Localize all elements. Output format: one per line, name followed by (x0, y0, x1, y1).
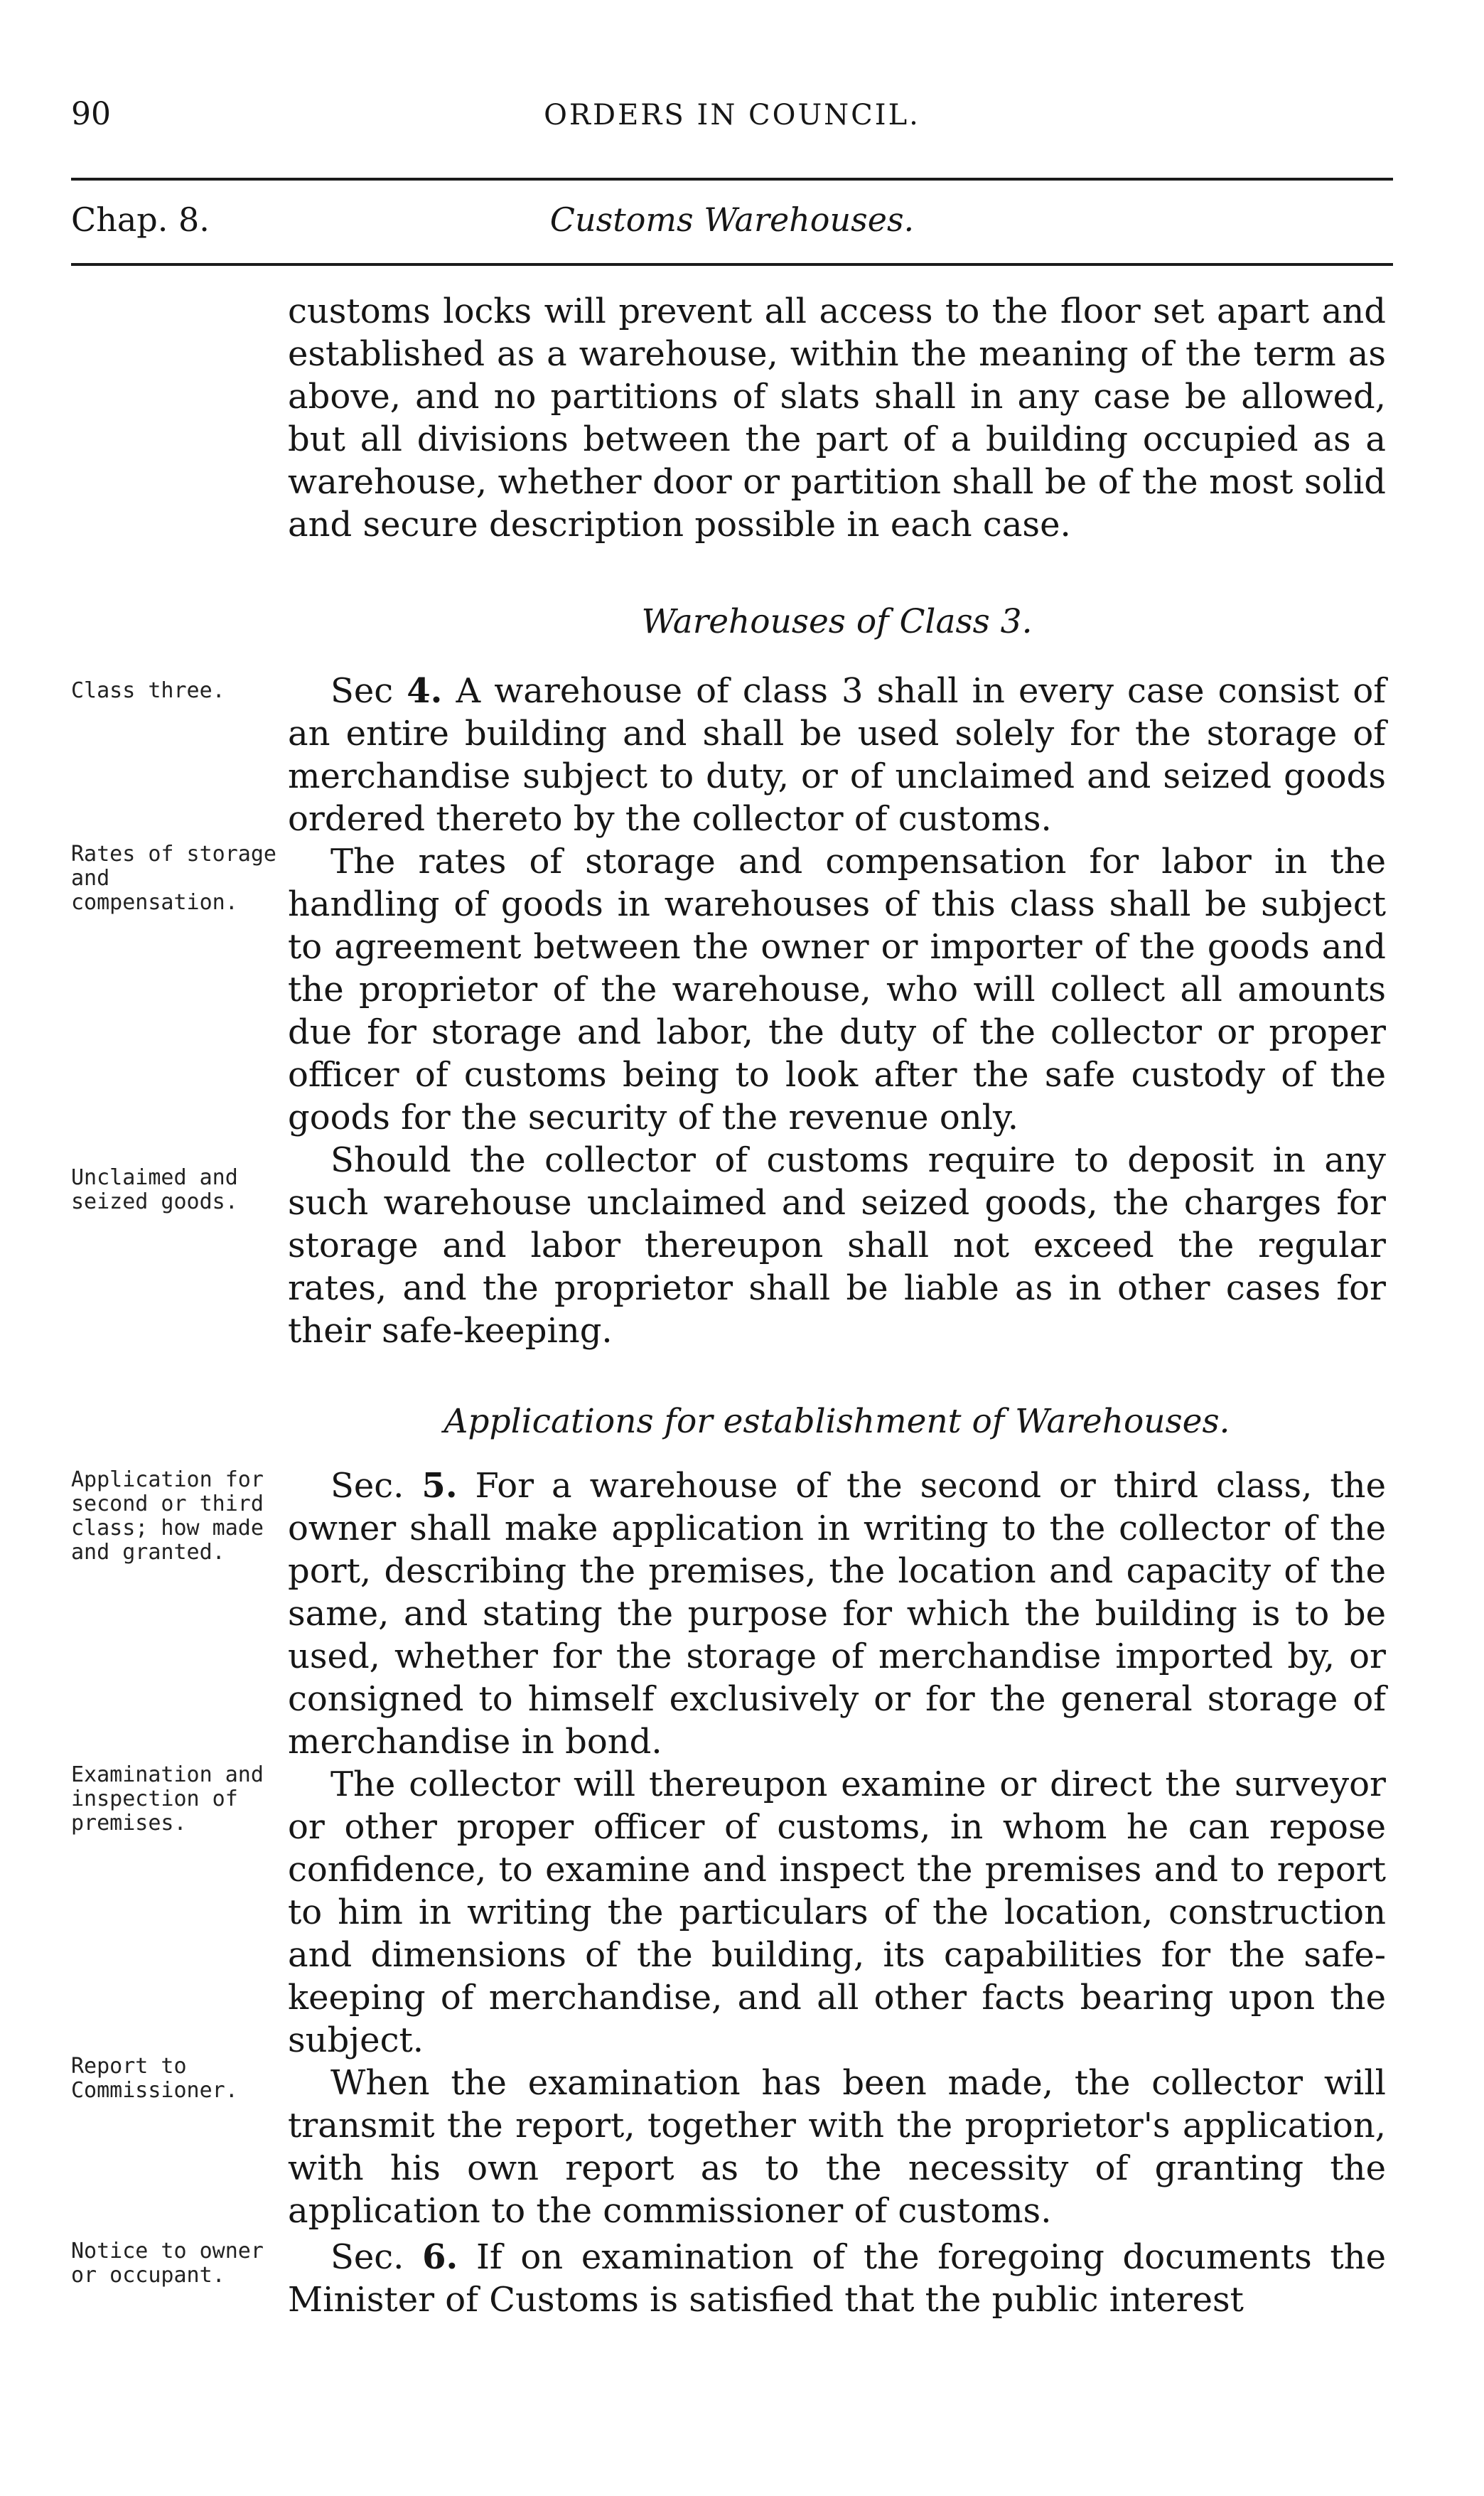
section-5-text: For a warehouse of the second or third class, the owner shall make application in writing to the collector of the port, describing the premises, the location and capacity of the same, and stating the purpose for which the building is to be used, whether for the storage of merchandise imported by, or consigned to himself exclusively or for the general storage of merchandise in bond. (288, 1466, 1387, 1762)
paragraph-continuation (288, 290, 1386, 546)
section-4-rates: The rates of storage and compensation for labor in the handling of goods in warehouses of this class shall be subject to agreement between the owner or importer of the goods and the proprietor of the warehouse, who will collect all amounts due for storage and labor, the duty of the collector or proper officer of customs being to look after the safe custody of the goods for the security of the revenue only. (288, 842, 1386, 1137)
section-6 (288, 2236, 1386, 2321)
header-rule-bottom (71, 263, 1393, 266)
margin-note-unclaimed: Unclaimed and seized goods. (71, 1165, 238, 1214)
subheading-class-3: Warehouses of Class 3. (641, 602, 1033, 641)
running-title: ORDERS IN COUNCIL. (544, 99, 920, 132)
section-5 (288, 1464, 1386, 2232)
paragraph-text: customs locks will prevent all access to the floor set apart and established as a warehouse, within the meaning of the term as above, and no partitions of slats shall in any case be allowed, but all divisions between the part of a building occupied as a warehouse, whether door or partition shall be of the most solid and secure description possible in each case. (288, 291, 1386, 545)
section-4-unclaimed: Should the collector of customs require to deposit in any such warehouse unclaimed and seized goods, the charges for storage and labor thereupon shall not exceed the regular rates, and the proprietor shall be liable as in other cases for their safe-keeping. (288, 1140, 1386, 1351)
subheading-applications: Applications for establishment of Warehouses. (443, 1402, 1230, 1441)
section-5-number: 5. (421, 1466, 458, 1506)
margin-note-application: Application for second or third class; how made and granted. (71, 1467, 264, 1565)
section-5-prefix: Sec. (330, 1466, 404, 1506)
section-4 (288, 670, 1386, 1352)
margin-note-notice: Notice to owner or occupant. (71, 2239, 264, 2288)
section-4-prefix: Sec (330, 671, 394, 711)
section-4-paragraph (288, 670, 1386, 840)
section-6-text: If on examination of the foregoing documents the Minister of Customs is satisfied that the public interest (288, 2237, 1386, 2320)
section-4-text: A warehouse of class 3 shall in every case consist of an entire building and shall be used solely for the storage of merchandise subject to duty, or of unclaimed and seized goods ordered thereto by the collector of customs. (288, 671, 1387, 839)
page-number: 90 (71, 96, 111, 132)
margin-note-class-three: Class three. (71, 678, 225, 703)
header-rule-top (71, 178, 1393, 181)
margin-note-report: Report to Commissioner. (71, 2054, 238, 2103)
section-6-number: 6. (422, 2237, 458, 2277)
section-4-number: 4. (407, 671, 443, 711)
section-6-prefix: Sec. (330, 2237, 404, 2277)
chapter-title: Customs Warehouses. (549, 200, 915, 239)
margin-note-examination: Examination and inspection of premises. (71, 1762, 264, 1836)
section-5-paragraph (288, 1464, 1386, 1763)
section-5-examination: The collector will thereupon examine or direct the surveyor or other proper officer of customs, in whom he can repose confidence, to examine and inspect the premises and to report to him in writing the particulars of the location, construction and dimensions of the building, its capabilities for the safe-keeping of merchandise, and all other facts bearing upon the subject. (288, 1764, 1386, 2060)
section-6-paragraph (288, 2236, 1386, 2321)
chapter-label: Chap. 8. (71, 200, 210, 239)
running-head (71, 96, 1393, 139)
section-5-report: When the examination has been made, the collector will transmit the report, together with the proprietor's application, with his own report as to the necessity of granting the application to the commissioner of customs. (288, 2063, 1386, 2231)
margin-note-rates: Rates of storage and compensation. (71, 842, 276, 915)
chapter-row (71, 200, 1393, 243)
